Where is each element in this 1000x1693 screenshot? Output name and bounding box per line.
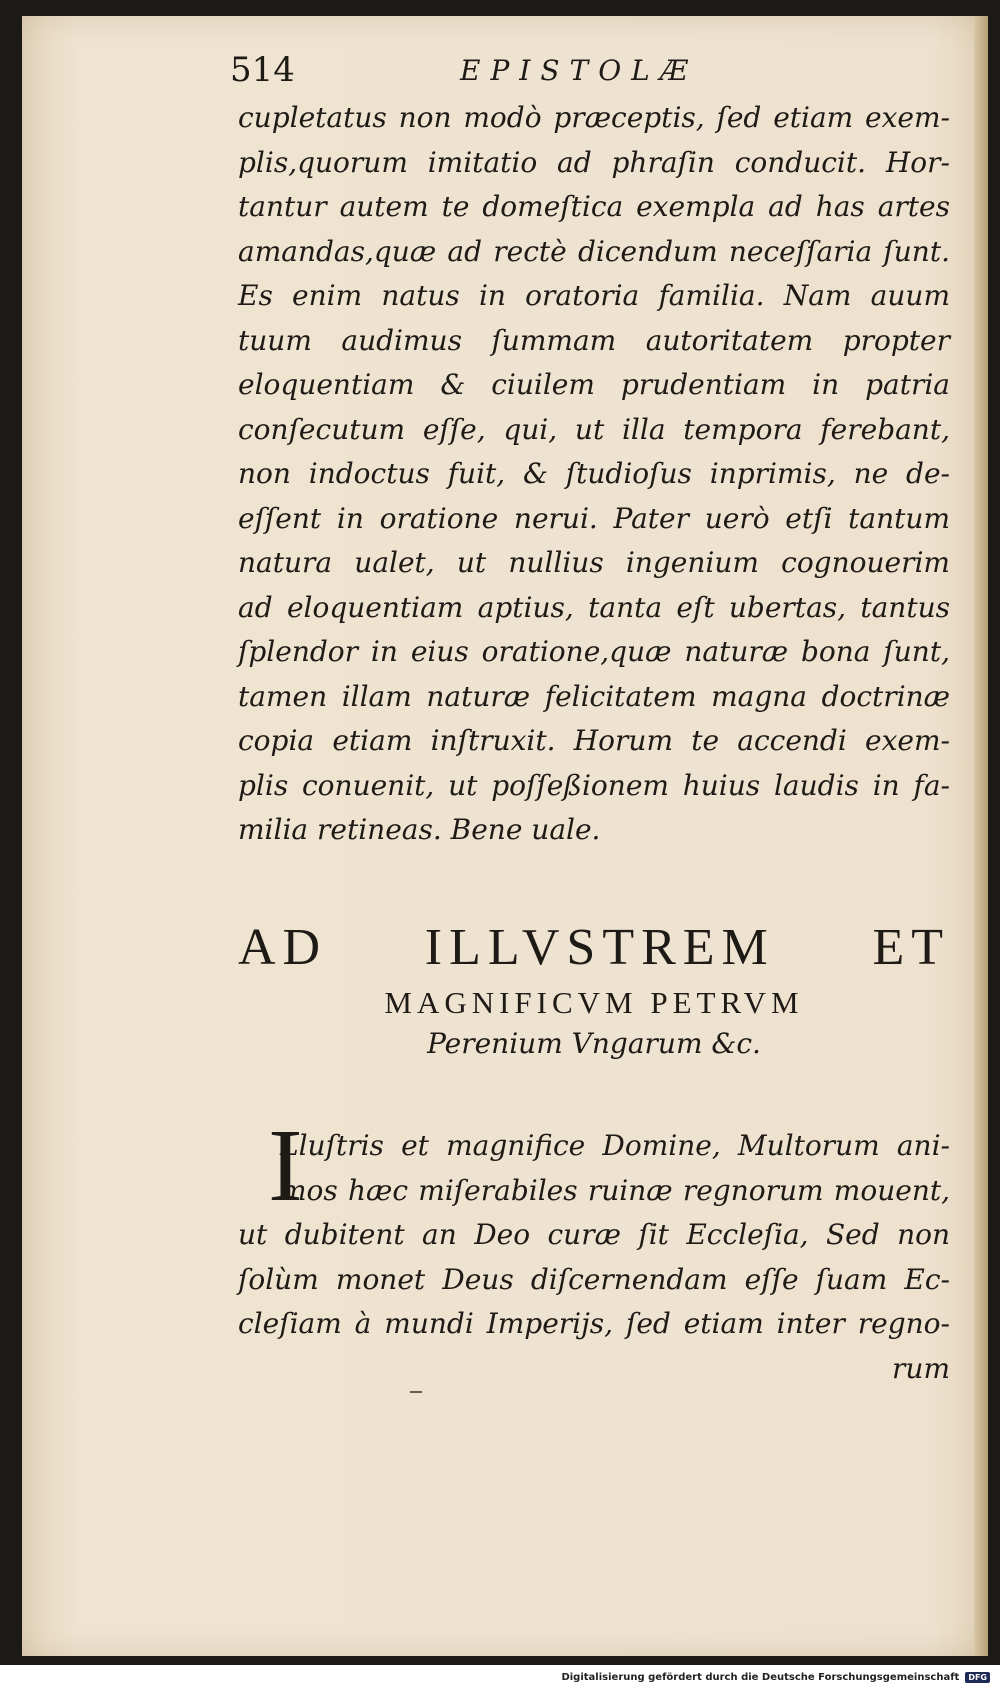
text-line: eloquentiam & ciuilem prudentiam in patria (238, 368, 950, 401)
text-line: conſecutum eſſe, qui, ut illa tempora ferebant, (238, 412, 950, 446)
dfg-logo-icon: DFG (965, 1672, 990, 1683)
letter-body-text (238, 1124, 950, 1391)
letter-heading-line-2: MAGNIFICVM PETRVM (384, 985, 804, 1020)
letter-heading-line-3: Perenium Vngarum &c. (427, 1027, 761, 1060)
text-line: ut dubitent an Deo curæ ſit Eccleſia, Sed non (238, 1218, 950, 1251)
digitization-credit (561, 1672, 990, 1683)
drop-cap: I (268, 1108, 303, 1223)
text-line: plis conuenit, ut poſſeßionem huius laudis in fa- (238, 768, 950, 802)
text-line: amandas,quæ ad rectè dicendum neceſſaria ſunt. (238, 234, 950, 268)
text-line: cupletatus non modò præceptis, ſed etiam exem- (238, 101, 950, 134)
text-line: copia etiam inſtruxit. Horum te accendi exem- (238, 724, 950, 757)
letter-heading-line-1: AD ILLVSTREM ET (238, 919, 950, 976)
catchword: rum (892, 1351, 950, 1385)
running-head (230, 50, 930, 100)
running-title: EPISTOLÆ (460, 54, 698, 87)
page-edge (974, 16, 988, 1656)
credit-text: Digitalisierung gefördert durch die Deutsche Forschungsgemeinschaft (561, 1672, 960, 1683)
text-line: cleſiam à mundi Imperijs, ſed etiam inter regno- (238, 1307, 950, 1340)
text-line: ſolùm monet Deus diſcernendam eſſe ſuam Ec- (238, 1262, 950, 1296)
text-line: ſplendor in eius oratione,quæ naturæ bona ſunt, (238, 635, 950, 668)
text-line: Es enim natus in oratoria familia. Nam auum (238, 279, 950, 312)
text-line: tamen illam naturæ felicitatem magna doctrinæ (238, 679, 950, 713)
page-number: 514 (230, 50, 295, 90)
text-line: tantur autem te domeſtica exempla ad has artes (238, 190, 950, 223)
text-line: plis,quorum imitatio ad phraſin conducit. Hor- (238, 145, 950, 179)
text-line: mos hæc miſerabiles ruinæ regnorum mouent, (280, 1173, 950, 1207)
text-line: Lluſtris et magnifice Domine, Multorum ani- (280, 1129, 950, 1162)
letter-end-text (238, 96, 950, 853)
text-line: milia retineas. Bene uale. (238, 813, 601, 846)
text-line: natura ualet, ut nullius ingenium cognouerim (238, 546, 950, 579)
text-line: eſſent in oratione nerui. Pater uerò etſi tantum (238, 501, 950, 535)
ink-mark (410, 1391, 422, 1393)
text-line: ad eloquentiam aptius, tanta eſt ubertas, tantus (238, 590, 950, 624)
text-line: tuum audimus ſummam autoritatem propter (238, 323, 950, 357)
text-line: non indoctus fuit, & ſtudioſus inprimis, ne de- (238, 457, 950, 490)
